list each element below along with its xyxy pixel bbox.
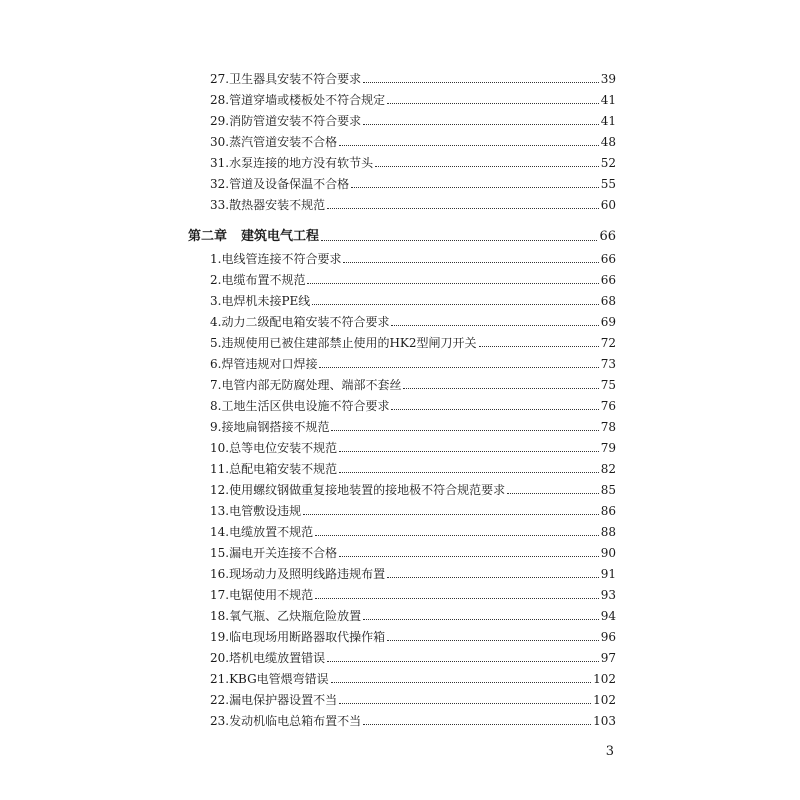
toc-entry-title: 10.总等电位安装不规范 bbox=[210, 441, 338, 455]
toc-entry-title: 23.发动机临电总箱布置不当 bbox=[210, 714, 362, 728]
dot-leader bbox=[339, 703, 591, 704]
dot-leader bbox=[327, 208, 599, 209]
toc-entry bbox=[210, 540, 616, 560]
toc-entry-title: 20.塔机电缆放置错误 bbox=[210, 651, 326, 665]
dot-leader bbox=[312, 304, 598, 305]
dot-leader bbox=[339, 556, 599, 557]
toc-entry bbox=[210, 246, 616, 266]
toc-entry-title: 2.电缆布置不规范 bbox=[210, 273, 306, 287]
dot-leader bbox=[375, 166, 599, 167]
dot-leader bbox=[391, 409, 598, 410]
toc-entry bbox=[210, 150, 616, 170]
toc-entry bbox=[210, 87, 616, 107]
toc-entry bbox=[210, 267, 616, 287]
toc-entry-title: 28.管道穿墙或楼板处不符合规定 bbox=[210, 93, 386, 107]
toc-entry-page: 82 bbox=[600, 462, 616, 476]
toc-entry-page: 60 bbox=[600, 198, 616, 212]
toc-entry bbox=[210, 645, 616, 665]
toc-entry bbox=[210, 351, 616, 371]
dot-leader bbox=[387, 103, 599, 104]
toc-entry-page: 102 bbox=[593, 693, 616, 707]
toc-entry-title: 27.卫生器具安装不符合要求 bbox=[210, 72, 362, 86]
toc-entry-page: 96 bbox=[600, 630, 616, 644]
toc-entry-title: 7.电管内部无防腐处理、端部不套丝 bbox=[210, 378, 402, 392]
dot-leader bbox=[339, 451, 599, 452]
dot-leader bbox=[339, 145, 599, 146]
toc-entry-title: 3.电焊机未接PE线 bbox=[210, 294, 311, 308]
toc-entry-page: 86 bbox=[600, 504, 616, 518]
toc-entry-title: 12.使用螺纹钢做重复接地装置的接地极不符合规范要求 bbox=[210, 483, 506, 497]
toc-entry-page: 73 bbox=[600, 357, 616, 371]
toc-entry-title: 11.总配电箱安装不规范 bbox=[210, 462, 338, 476]
dot-leader bbox=[331, 682, 591, 683]
toc-entry-title: 15.漏电开关连接不合格 bbox=[210, 546, 338, 560]
toc-entry bbox=[210, 477, 616, 497]
chapter-title: 建筑电气工程 bbox=[241, 229, 320, 244]
toc-entry bbox=[210, 456, 616, 476]
toc-entry-page: 66 bbox=[600, 273, 616, 287]
toc-entry-title: 1.电线管连接不符合要求 bbox=[210, 252, 342, 266]
dot-leader bbox=[315, 598, 599, 599]
toc-entry-page: 66 bbox=[600, 252, 616, 266]
dot-leader bbox=[479, 346, 599, 347]
dot-leader bbox=[339, 472, 599, 473]
toc-entry-title: 6.焊管违规对口焊接 bbox=[210, 357, 318, 371]
toc-entry-title: 21.KBG电管煨弯错误 bbox=[210, 672, 329, 686]
toc-entry-title: 31.水泵连接的地方没有软节头 bbox=[210, 156, 374, 170]
toc-entry-page: 39 bbox=[600, 72, 616, 86]
chapter-number: 第二章 bbox=[188, 229, 228, 244]
dot-leader bbox=[327, 661, 599, 662]
toc-entry-page: 102 bbox=[593, 672, 616, 686]
toc-entry-title: 18.氧气瓶、乙炔瓶危险放置 bbox=[210, 609, 362, 623]
toc-entry bbox=[210, 708, 616, 728]
toc-entry bbox=[210, 414, 616, 434]
toc-entry-page: 91 bbox=[600, 567, 616, 581]
toc-entry bbox=[210, 171, 616, 191]
toc-entry-page: 69 bbox=[600, 315, 616, 329]
toc-entry-page: 88 bbox=[600, 525, 616, 539]
dot-leader bbox=[391, 325, 598, 326]
dot-leader bbox=[387, 640, 599, 641]
toc-entry-page: 79 bbox=[600, 441, 616, 455]
dot-leader bbox=[363, 124, 599, 125]
toc-entry bbox=[210, 603, 616, 623]
toc-entry bbox=[210, 66, 616, 86]
dot-leader bbox=[303, 514, 599, 515]
toc-entry bbox=[210, 561, 616, 581]
toc-entry-title: 17.电锯使用不规范 bbox=[210, 588, 314, 602]
toc-entry-page: 48 bbox=[600, 135, 616, 149]
toc-entry-title: 9.接地扁钢搭接不规范 bbox=[210, 420, 330, 434]
toc-entry-title: 4.动力二级配电箱安装不符合要求 bbox=[210, 315, 390, 329]
dot-leader bbox=[315, 535, 599, 536]
dot-leader bbox=[331, 430, 598, 431]
toc-entry-title: 30.蒸汽管道安装不合格 bbox=[210, 135, 338, 149]
toc-entry-title: 13.电管敷设违规 bbox=[210, 504, 302, 518]
dot-leader bbox=[319, 367, 598, 368]
toc-entry bbox=[210, 624, 616, 644]
toc-entry-title: 32.管道及设备保温不合格 bbox=[210, 177, 350, 191]
toc-entry-title: 29.消防管道安装不符合要求 bbox=[210, 114, 362, 128]
toc-entry-title: 19.临电现场用断路器取代操作箱 bbox=[210, 630, 386, 644]
toc-entry-page: 97 bbox=[600, 651, 616, 665]
dot-leader bbox=[363, 619, 599, 620]
toc-entry-page: 103 bbox=[593, 714, 616, 728]
toc-entry-page: 85 bbox=[600, 483, 616, 497]
toc-entry-page: 90 bbox=[600, 546, 616, 560]
toc-entry-title: 14.电缆放置不规范 bbox=[210, 525, 314, 539]
toc-entry-page: 68 bbox=[600, 294, 616, 308]
dot-leader bbox=[321, 240, 597, 241]
toc-entry bbox=[210, 666, 616, 686]
toc-entry-page: 94 bbox=[600, 609, 616, 623]
toc-entry bbox=[210, 393, 616, 413]
dot-leader bbox=[363, 724, 591, 725]
toc-entry-title: 22.漏电保护器设置不当 bbox=[210, 693, 338, 707]
toc-entry bbox=[210, 192, 616, 212]
toc-entry-page: 75 bbox=[600, 378, 616, 392]
dot-leader bbox=[387, 577, 599, 578]
toc-entry-page: 52 bbox=[600, 156, 616, 170]
toc-entry-page: 93 bbox=[600, 588, 616, 602]
dot-leader bbox=[507, 493, 599, 494]
toc-entry-page: 41 bbox=[600, 93, 616, 107]
toc-entry bbox=[210, 288, 616, 308]
toc-entry bbox=[210, 498, 616, 518]
dot-leader bbox=[343, 262, 598, 263]
toc-entry bbox=[210, 129, 616, 149]
toc-entry bbox=[210, 687, 616, 707]
page-number: 3 bbox=[605, 744, 614, 759]
toc-entry bbox=[210, 519, 616, 539]
toc-entry-title: 8.工地生活区供电设施不符合要求 bbox=[210, 399, 390, 413]
toc-entry-page: 55 bbox=[600, 177, 616, 191]
toc-entry bbox=[210, 372, 616, 392]
toc-entry bbox=[210, 435, 616, 455]
dot-leader bbox=[403, 388, 598, 389]
toc-entry-title: 5.违规使用已被住建部禁止使用的HK2型闸刀开关 bbox=[210, 336, 477, 350]
toc-entry bbox=[210, 330, 616, 350]
dot-leader bbox=[307, 283, 598, 284]
toc-entry bbox=[210, 309, 616, 329]
toc-entry-page: 76 bbox=[600, 399, 616, 413]
chapter-page: 66 bbox=[599, 229, 616, 244]
toc-entry-title: 33.散热器安装不规范 bbox=[210, 198, 326, 212]
toc-entry bbox=[210, 582, 616, 602]
chapter-heading bbox=[188, 224, 616, 244]
toc-entry-page: 78 bbox=[600, 420, 616, 434]
toc-entry-page: 72 bbox=[600, 336, 616, 350]
toc-entry-page: 41 bbox=[600, 114, 616, 128]
toc-entry-title: 16.现场动力及照明线路违规布置 bbox=[210, 567, 386, 581]
toc-entry bbox=[210, 108, 616, 128]
dot-leader bbox=[363, 82, 599, 83]
dot-leader bbox=[351, 187, 599, 188]
